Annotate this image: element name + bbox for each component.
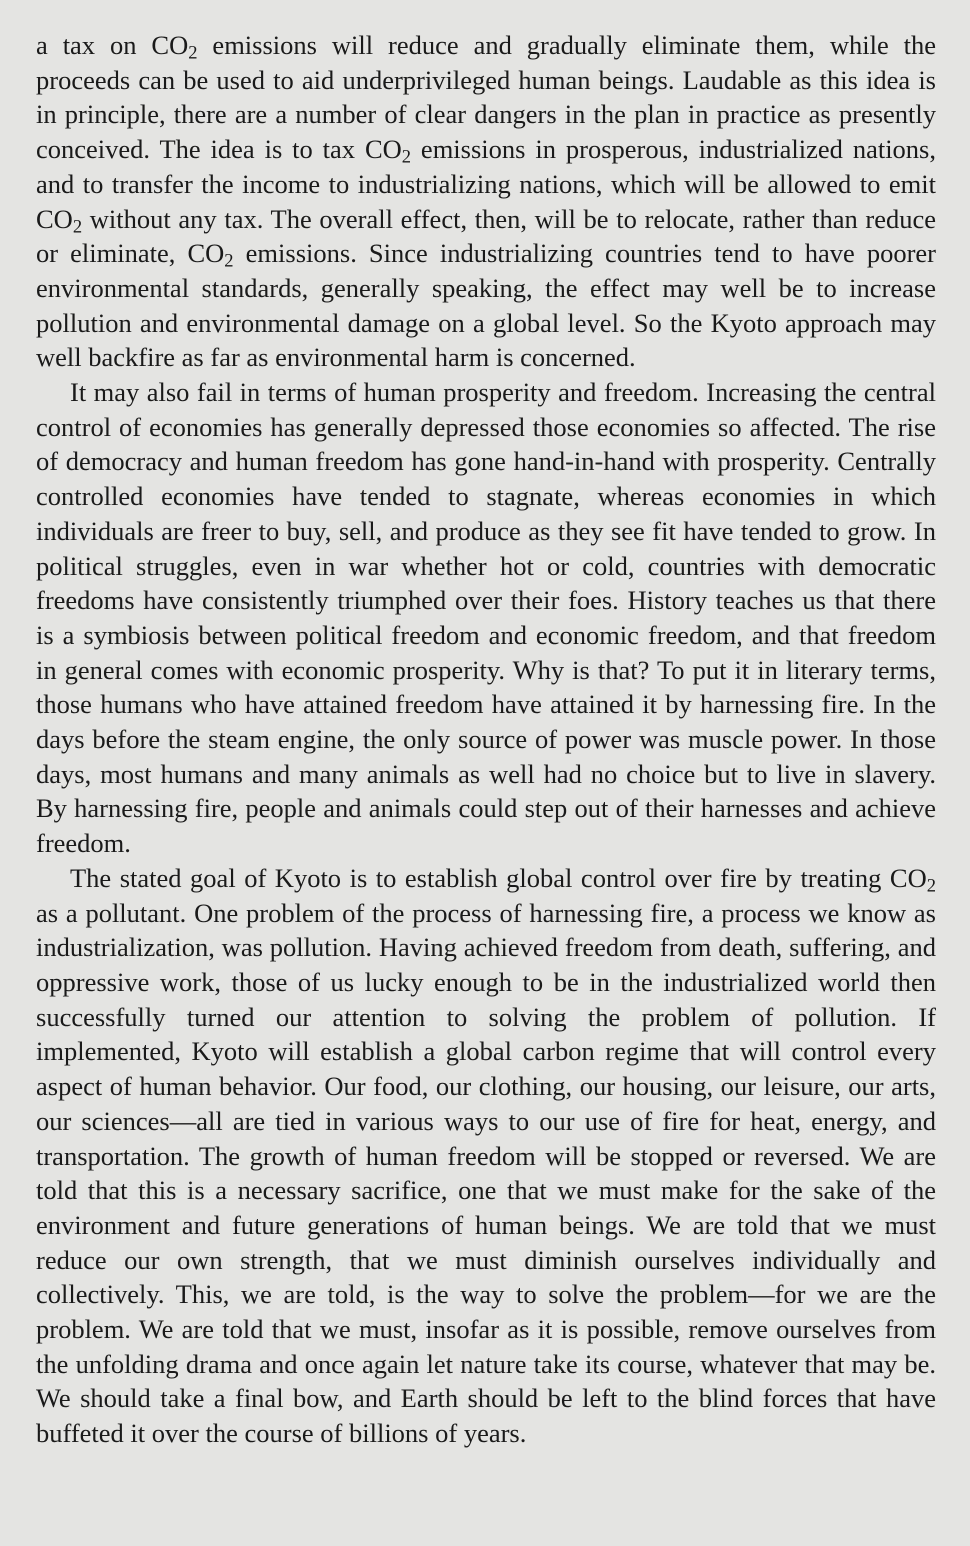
paragraph-tax-emissions [36, 28, 936, 375]
text-run: emissions. Since industrializing countries tend to have poorer environmental standards, generally speaking, the effect may well be to increase pollution and environmental damage on a global level. So the Kyoto approach may well backfire as far as environmental harm is concerned. [36, 238, 936, 373]
subscript: 2 [72, 216, 83, 238]
text-run: emissions in prosperous, industrialized nations, and to transfer the income to industrializing nations, which will be allowed to emit CO [36, 134, 936, 234]
text-run: The stated goal of Kyoto is to establish global control over fire by treating CO [70, 862, 927, 893]
text-run: without any tax. The overall effect, then, will be to relocate, rather than reduce or eliminate, CO [36, 203, 936, 269]
subscript: 2 [224, 250, 234, 272]
paragraph-kyoto-goal [36, 861, 936, 1451]
text-run: It may also fail in terms of human prosperity and freedom. Increasing the central control of economies has generally depressed those economies so affected. The rise of democracy and human freedom has gone hand-in-hand with prosperity. Centrally controlled economies have tended to stagnate, whereas economies in which individuals are freer to buy, sell, and produce as they see fit have tended to grow. In political struggles, even in war whether hot or cold, countries with democratic freedoms have consistently triumphed over their foes. History teaches us that there is a symbiosis between political freedom and economic freedom, and that freedom in general comes with economic prosperity. Why is that? To put it in literary terms, those humans who have attained freedom have attained it by harnessing fire. In the days before the steam engine, the only source of power was muscle power. In those days, most humans and many animals as well had no choice but to live in slavery. By harnessing fire, people and animals could step out of their harnesses and achieve freedom. [36, 377, 936, 859]
text-run: emissions will reduce and gradually eliminate them, while the proceeds can be used to aid underprivileged human beings. Laudable as this idea is in principle, there are a number of clear dangers in the plan in practice as presently conceived. The idea is to tax CO [36, 30, 937, 165]
subscript: 2 [926, 875, 936, 897]
paragraph-prosperity-freedom [36, 375, 936, 861]
text-run: as a pollutant. One problem of the process of harnessing fire, a process we know as industrialization, was pollution. Having achieved freedom from death, suffering, and oppressive work, those of us lucky enough to be in the industrialized world then successfully turned our attention to solving the problem of pollution. If implemented, Kyoto will establish a global carbon regime that will control every aspect of human behavior. Our food, our clothing, our housing, our leisure, our arts, our sciences—all are tied in various ways to our use of fire for heat, energy, and transportation. The growth of human freedom will be stopped or reversed. We are told that this is a necessary sacrifice, one that we must make for the sake of the environment and future generations of human beings. We are told that we must reduce our own strength, that we must diminish ourselves individually and collectively. This, we are told, is the way to solve the problem—for we are the problem. We are told that we must, insofar as it is possible, remove ourselves from the unfolding drama and once again let nature take its course, whatever that may be. We should take a final bow, and Earth should be left to the blind forces that have buffeted it over the course of billions of years. [36, 897, 936, 1449]
text-run: a tax on CO [36, 30, 189, 60]
subscript: 2 [188, 42, 198, 64]
subscript: 2 [401, 146, 412, 168]
